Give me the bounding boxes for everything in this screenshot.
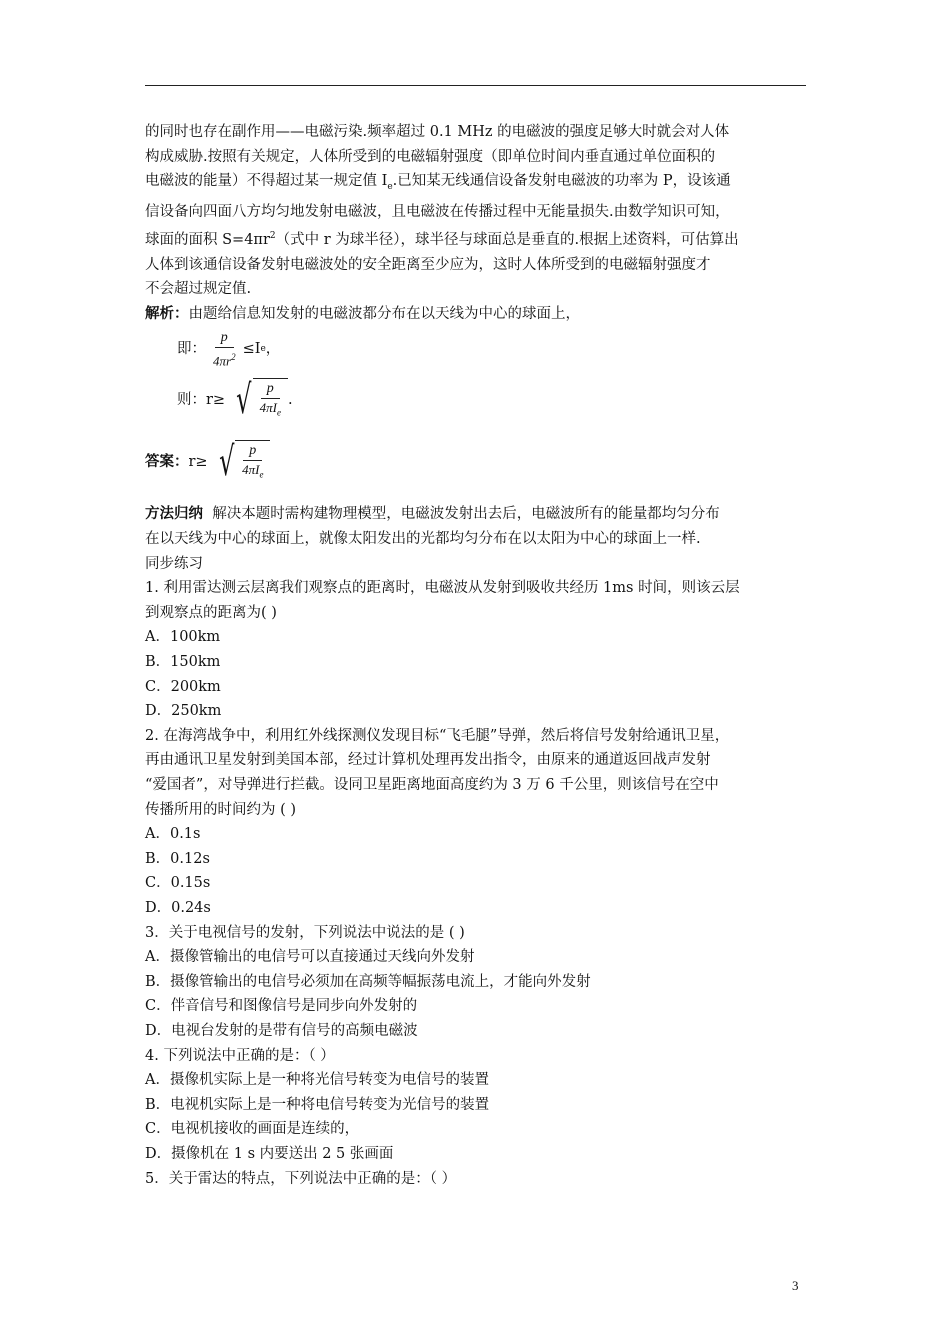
- question-option: B．电视机实际上是一种将电信号转变为光信号的装置: [145, 1096, 490, 1113]
- radical-sign: √: [218, 439, 234, 486]
- formula-end: ，: [265, 341, 281, 358]
- superscript: 2: [269, 231, 276, 242]
- paragraph-line: 的同时也存在副作用——电磁污染.频率超过 0.1 MHz 的电磁波的强度足够大时就会对人体: [145, 124, 730, 140]
- fraction-numerator: p: [261, 380, 280, 399]
- fraction: [209, 329, 240, 370]
- method-label: 方法归纳: [145, 505, 203, 523]
- question-option: D．0.24s: [145, 899, 211, 916]
- question-stem: 传播所用的时间约为 ( ): [145, 801, 297, 818]
- method-line: [145, 502, 810, 527]
- fraction-denominator: [238, 461, 267, 484]
- formula-end: .: [287, 392, 293, 409]
- formula-prefix: 即：: [177, 341, 206, 358]
- question-option: D．电视台发射的是带有信号的高频电磁波: [145, 1022, 418, 1039]
- subscript: e: [387, 182, 393, 193]
- answer-line: [145, 434, 810, 490]
- paragraph-text: .已知某无线通信设备发射电磁波的功率为 P，设该通: [392, 173, 731, 190]
- paragraph-line: 信设备向四面八方均匀地发射电磁波，且电磁波在传播过程中无能量损失.由数学知识可知，: [145, 203, 730, 220]
- question-option: B．150km: [145, 654, 221, 671]
- fraction-denominator: [256, 399, 285, 422]
- paragraph-line: 不会超过规定值.: [145, 281, 252, 298]
- method-text: 解决本题时需构建物理模型，电磁波发射出去后，电磁波所有的能量都均匀分布: [212, 506, 720, 523]
- question-stem: 1. 利用雷达测云层离我们观察点的距离时，电磁波从发射到吸收共经历 1ms 时间，则该云层: [145, 580, 740, 597]
- answer-label: 答案：: [145, 453, 189, 471]
- fraction: [238, 442, 267, 484]
- paragraph-text: 电磁波的能量）不得超过某一规定值 I: [145, 173, 388, 190]
- formula-step2: [177, 372, 810, 428]
- question-option: C．伴音信号和图像信号是同步向外发射的: [145, 998, 418, 1015]
- question-option: C．电视机接收的画面是连续的，: [145, 1121, 360, 1138]
- question-stem: 3．关于电视信号的发射，下列说法中说法的是 ( ): [145, 924, 465, 941]
- paragraph-line: [145, 224, 810, 252]
- document-body: [145, 120, 810, 1191]
- fraction-numerator: p: [215, 329, 234, 348]
- denominator-text: 4πI: [242, 462, 260, 478]
- subscript: e: [276, 407, 281, 418]
- question-option: A．摄像管输出的电信号可以直接通过天线向外发射: [145, 949, 475, 966]
- paragraph-text: 球面的面积 S=4πr: [145, 232, 270, 249]
- denominator-text: 4πr: [213, 353, 232, 369]
- formula-prefix: r≥: [188, 454, 208, 471]
- question-option: C．200km: [145, 678, 221, 695]
- question-stem: 2. 在海湾战争中，利用红外线探测仪发现目标“飞毛腿”导弹，然后将信号发射给通讯卫星，: [145, 727, 730, 744]
- superscript: 2: [231, 351, 236, 362]
- header-rule: [145, 85, 806, 86]
- radicand: [253, 378, 288, 422]
- question-stem: “爱国者”，对导弹进行拦截。设同卫星距离地面高度约为 3 万 6 千公里，则该信号在空中: [145, 777, 719, 793]
- formula-suffix: ≤I: [242, 341, 261, 358]
- question-option: D．250km: [145, 703, 222, 720]
- method-line: 在以天线为中心的球面上，就像太阳发出的光都均匀分布在以太阳为中心的球面上一样.: [145, 531, 701, 548]
- analysis-label: 解析：: [145, 304, 189, 322]
- square-root: [231, 378, 288, 422]
- paragraph-line: [145, 169, 810, 199]
- paragraph-line: 构成威胁.按照有关规定，人体所受到的电磁辐射强度（即单位时间内垂直通过单位面积的: [145, 148, 716, 165]
- fraction-numerator: p: [243, 442, 262, 461]
- analysis-line: [145, 302, 810, 327]
- questions-list: [145, 576, 810, 1191]
- fraction: [256, 380, 285, 422]
- subscript: e: [260, 344, 266, 355]
- question-option: C．0.15s: [145, 875, 211, 892]
- question-option: A．摄像机实际上是一种将光信号转变为电信号的装置: [145, 1072, 489, 1089]
- formula-step1: [177, 326, 810, 372]
- practice-title: 同步练习: [145, 555, 203, 572]
- question-stem: 5．关于雷达的特点，下列说法中正确的是：（ ）: [145, 1170, 457, 1187]
- radical-sign: √: [236, 377, 252, 424]
- paragraph-line: 人体到该通信设备发射电磁波处的安全距离至少应为，这时人体所受到的电磁辐射强度才: [145, 256, 711, 273]
- radicand: [235, 440, 270, 484]
- spacer: [145, 490, 810, 502]
- denominator-text: 4πI: [259, 400, 277, 416]
- page-number: 3: [792, 1278, 799, 1293]
- question-stem: 4. 下列说法中正确的是：（ ）: [145, 1047, 335, 1064]
- question-stem: 到观察点的距离为( ): [145, 604, 277, 621]
- paragraph-text: （式中 r 为球半径），球半径与球面总是垂直的.根据上述资料，可估算出: [275, 232, 739, 249]
- analysis-text: 由题给信息知发射的电磁波都分布在以天线为中心的球面上，: [188, 305, 580, 322]
- question-option: D．摄像机在 1 s 内要送出 2 5 张画面: [145, 1145, 394, 1162]
- question-stem: 再由通讯卫星发射到美国本部，经过计算机处理再发出指令，由原来的通道返回战声发射: [145, 752, 711, 769]
- question-option: A．0.1s: [145, 826, 201, 843]
- question-option: B．0.12s: [145, 850, 210, 867]
- question-option: B．摄像管输出的电信号必须加在高频等幅振荡电流上，才能向外发射: [145, 973, 591, 990]
- subscript: e: [259, 469, 264, 480]
- question-option: A．100km: [145, 629, 221, 646]
- fraction-denominator: [209, 348, 240, 370]
- square-root: [214, 440, 271, 484]
- formula-prefix: 则：r≥: [177, 392, 226, 409]
